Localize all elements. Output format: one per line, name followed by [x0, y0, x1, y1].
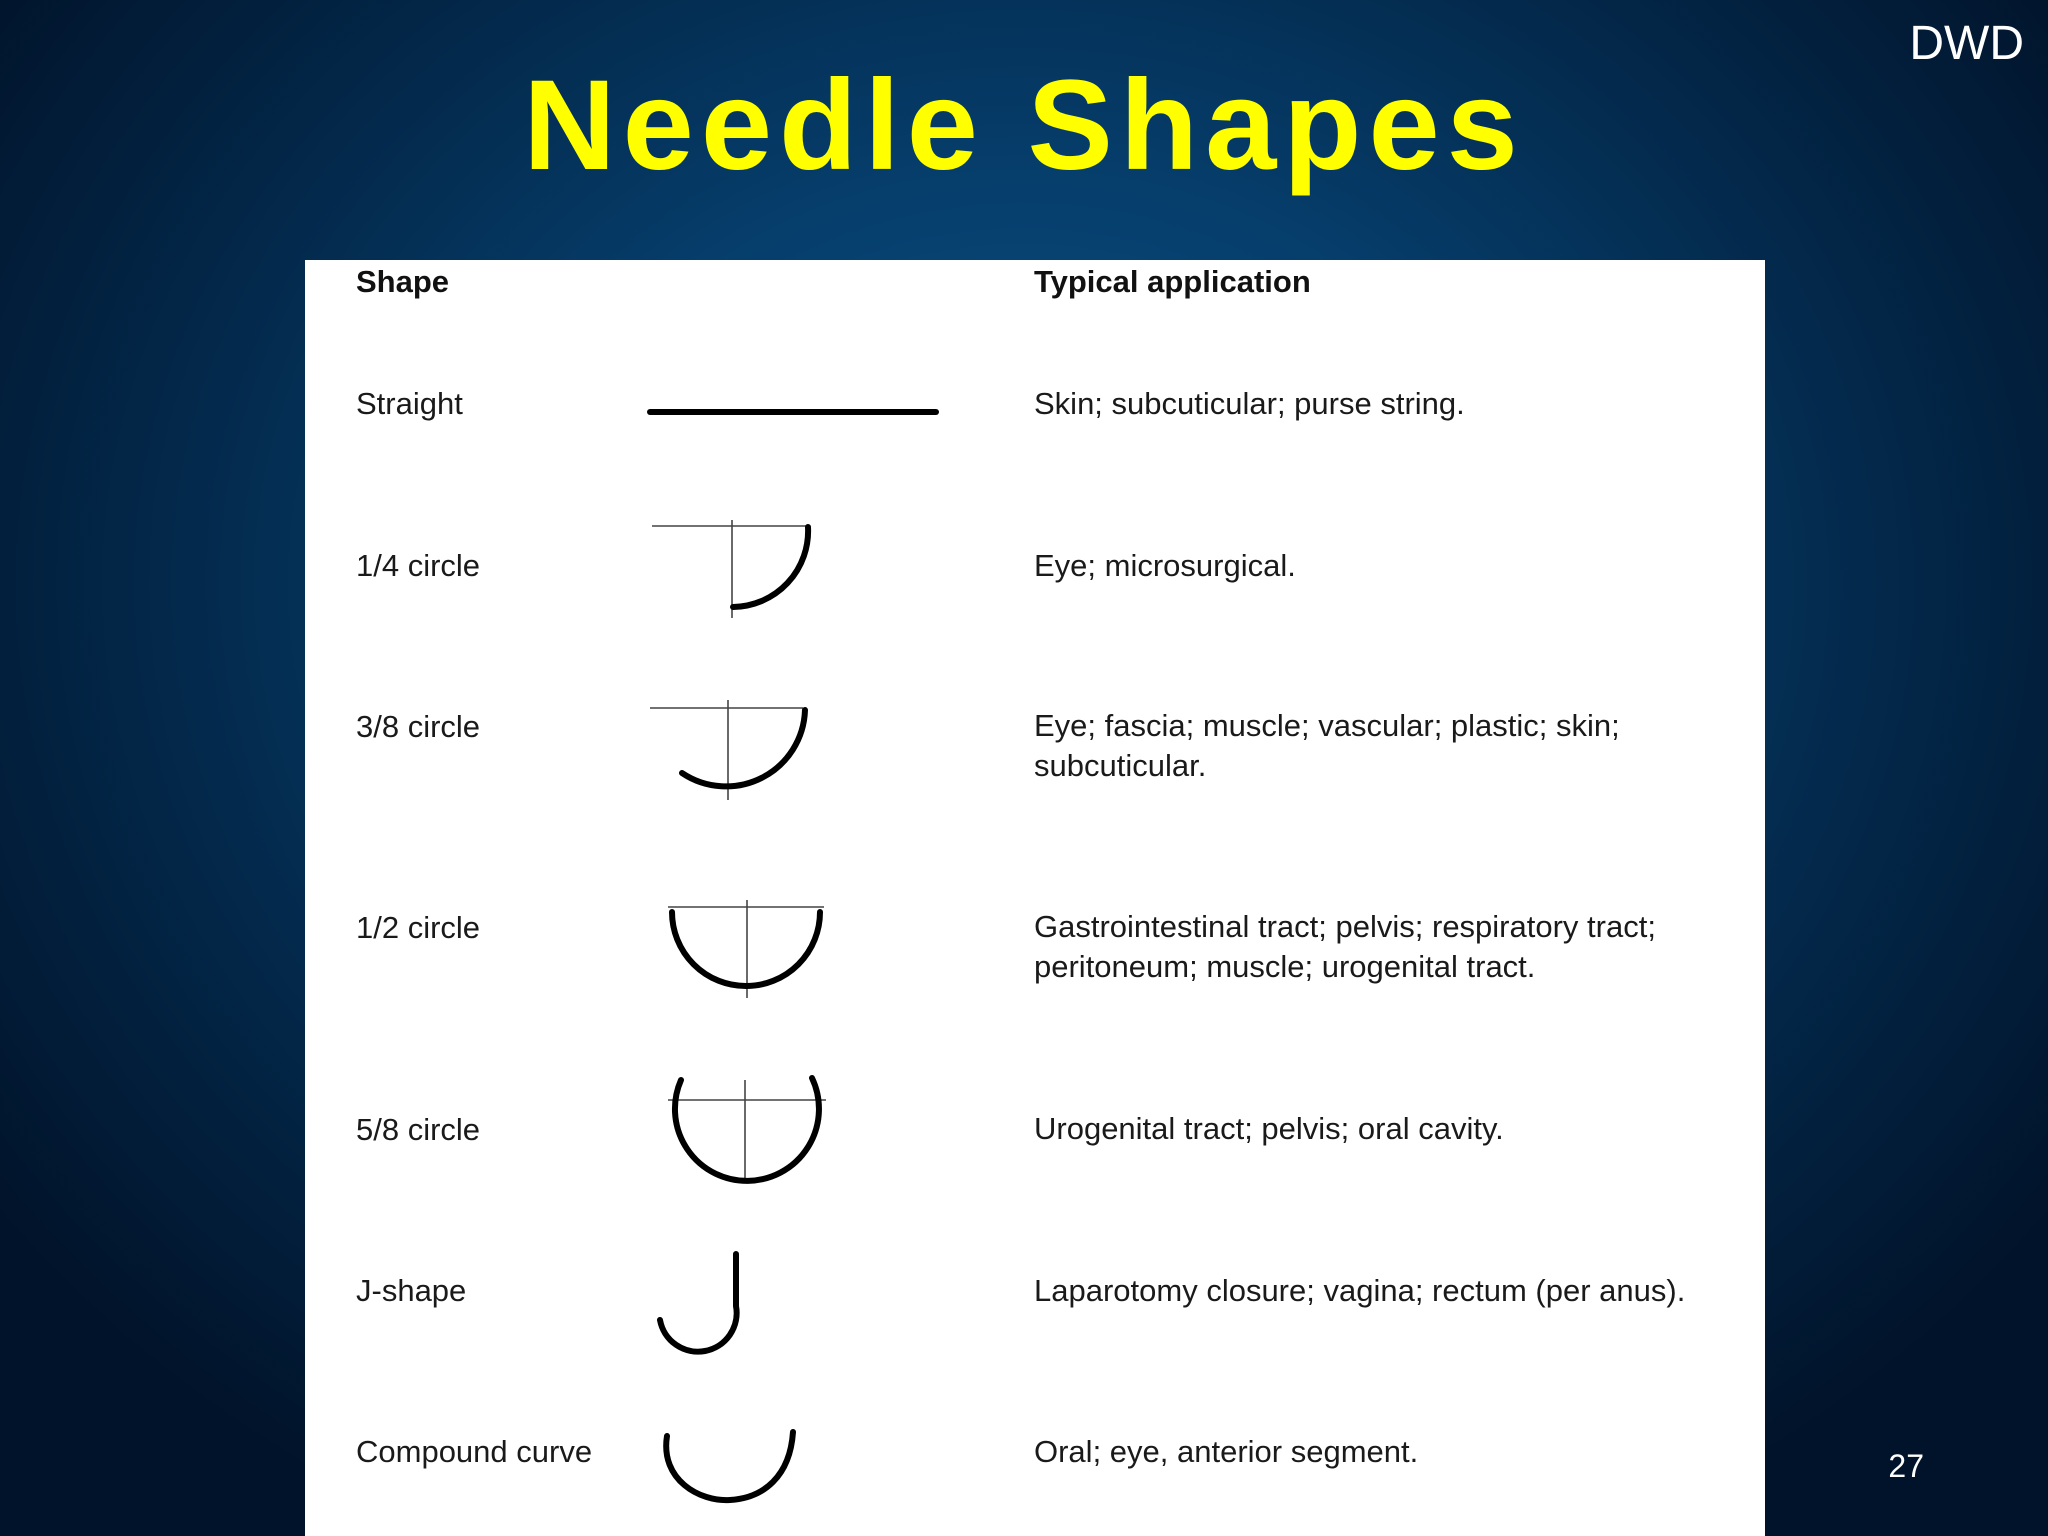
row-application-text: Eye; fascia; muscle; vascular; plastic; skin; subcuticular. — [1034, 708, 1620, 783]
row-shape-label: J-shape — [356, 1273, 467, 1308]
row-shape-label: 3/8 circle — [356, 709, 481, 744]
three-eighths-circle-needle-icon — [650, 700, 805, 800]
slide-title: Needle Shapes — [523, 54, 1525, 197]
quarter-circle-needle-icon — [652, 520, 808, 618]
row-application-text: Laparotomy closure; vagina; rectum (per anus). — [1034, 1273, 1686, 1308]
row-application-text: Eye; microsurgical. — [1034, 548, 1296, 583]
row-application-text: Urogenital tract; pelvis; oral cavity. — [1034, 1111, 1504, 1146]
page-number: 27 — [1888, 1448, 1924, 1484]
row-shape-label: 1/4 circle — [356, 548, 481, 583]
row-shape-label: Compound curve — [356, 1434, 593, 1469]
row-application-text: Skin; subcuticular; purse string. — [1034, 386, 1465, 421]
row-shape-label: Straight — [356, 386, 463, 421]
row-shape-label: 1/2 circle — [356, 910, 481, 945]
needle-shapes-table — [305, 260, 1765, 1536]
column-header-application: Typical application — [1034, 264, 1311, 299]
five-eighths-circle-needle-icon — [668, 1078, 826, 1181]
author-initials: DWD — [1909, 17, 2024, 70]
row-application-text: Oral; eye, anterior segment. — [1034, 1434, 1419, 1469]
needle-shape-illustrations — [635, 0, 875, 1536]
row-shape-label: 5/8 circle — [356, 1112, 481, 1147]
row-application-text: Gastrointestinal tract; pelvis; respiratory tract; peritoneum; muscle; urogenital tract. — [1034, 909, 1656, 984]
j-shape-needle-icon — [660, 1254, 737, 1352]
column-header-shape: Shape — [356, 264, 450, 299]
half-circle-needle-icon — [668, 900, 824, 998]
compound-curve-needle-icon — [666, 1432, 793, 1500]
